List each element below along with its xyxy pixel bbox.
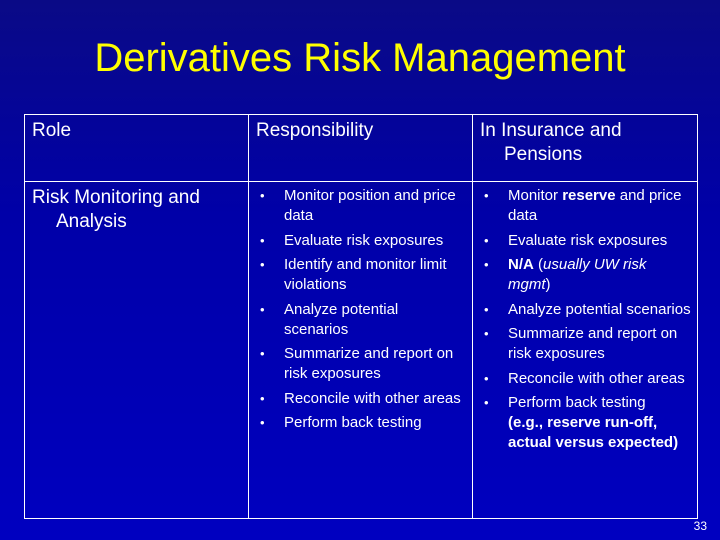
bullet-icon: • <box>260 346 265 361</box>
bullet-icon: • <box>260 415 265 430</box>
header-role-label: Role <box>32 120 72 141</box>
list-item <box>256 344 466 384</box>
list-item-text: Monitor position and price data <box>284 187 456 224</box>
bullet-icon: • <box>260 232 265 248</box>
list-item <box>256 231 466 251</box>
role-cell <box>25 182 249 519</box>
bullet-icon: • <box>484 326 489 341</box>
list-item <box>480 300 691 320</box>
list-item <box>480 393 691 453</box>
list-item: • N/A (usually UW risk mgmt) <box>484 256 647 293</box>
list-item-text: Analyze potential scenarios <box>508 300 691 318</box>
table-header-row <box>25 115 698 182</box>
list-item-text: Evaluate risk exposures <box>508 231 668 249</box>
role-line1: Risk Monitoring and <box>32 187 200 208</box>
list-item <box>256 413 466 433</box>
header-insurance-line2: Pensions <box>504 144 583 165</box>
header-insurance <box>473 115 698 182</box>
risk-table <box>24 114 698 519</box>
list-item <box>256 300 466 340</box>
list-item <box>256 389 466 409</box>
list-item <box>256 255 466 295</box>
bullet-icon: • <box>260 257 265 272</box>
list-item <box>480 231 691 251</box>
list-item-text: Analyze potential scenarios <box>284 300 399 338</box>
bullet-icon: • <box>260 390 265 406</box>
responsibility-list <box>256 186 466 433</box>
bullet-icon: • <box>260 301 265 317</box>
list-item <box>480 324 691 364</box>
list-item-text: Evaluate risk exposures <box>284 231 444 249</box>
list-item-text: Identify and monitor limit violations <box>284 256 447 293</box>
list-item-text: Summarize and report on risk exposures <box>284 345 454 382</box>
header-responsibility <box>249 115 473 182</box>
bullet-icon: • <box>260 188 265 203</box>
bullet-icon: • <box>484 301 489 317</box>
bullet-icon: • <box>484 188 489 203</box>
page-number: 33 <box>693 519 707 533</box>
emphasis-text: reserve <box>562 187 616 204</box>
emphasis-text: (e.g., reserve run-off, actual versus expected) <box>508 414 679 451</box>
slide-title: Derivatives Risk Management <box>94 36 626 80</box>
responsibility-cell <box>249 182 473 519</box>
italic-note: usually UW risk mgmt <box>508 256 647 293</box>
list-item <box>256 186 466 226</box>
list-item: • Monitor reserve and price data <box>484 187 682 224</box>
bullet-icon: • <box>484 395 489 410</box>
bullet-icon: • <box>484 370 489 386</box>
header-responsibility-label: Responsibility <box>256 120 374 141</box>
insurance-list <box>480 186 691 453</box>
header-role <box>25 115 249 182</box>
list-item-text: Summarize and report on risk exposures <box>508 325 678 362</box>
list-item-text: Perform back testing <box>508 394 646 411</box>
list-item-text: Reconcile with other areas <box>508 369 685 387</box>
role-line2: Analysis <box>56 211 127 232</box>
emphasis-text: N/A <box>508 256 534 273</box>
insurance-cell <box>473 182 698 519</box>
table-row <box>25 182 698 519</box>
bullet-icon: • <box>484 232 489 248</box>
list-item-text: Perform back testing <box>284 414 422 431</box>
header-insurance-line1: In Insurance and <box>480 120 622 141</box>
bullet-icon: • <box>484 257 489 272</box>
list-item <box>480 369 691 389</box>
list-item-text: Reconcile with other areas <box>284 389 461 407</box>
